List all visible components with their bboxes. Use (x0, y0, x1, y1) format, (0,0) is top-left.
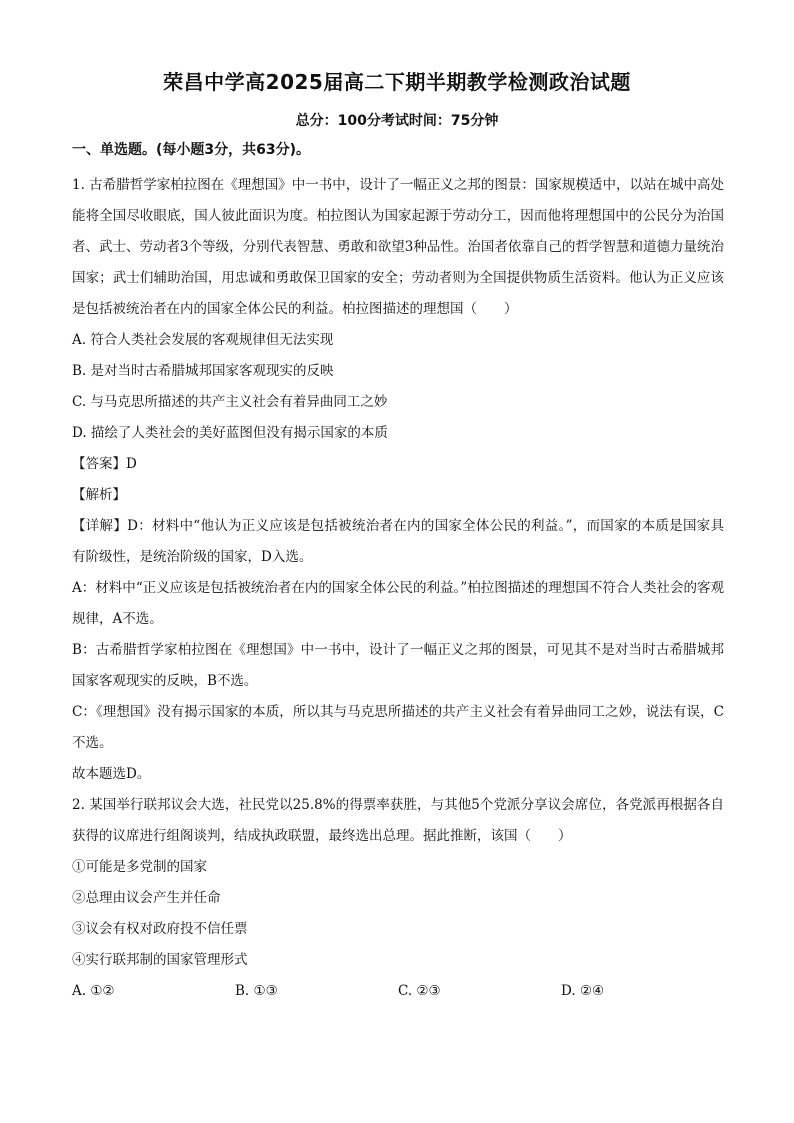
question-1-stem: 1. 古希腊哲学家柏拉图在《理想国》中一书中，设计了一幅正义之邦的图景：国家规模适中，以站在城中高处能将全国尽收眼底，国人彼此面识为度。柏拉图认为国家起源于劳动分工，因而他将理想国中的公民分为治国者、武士、劳动者3个等级，分别代表智慧、勇敢和欲望3种品性。治国者依靠自己的哲学智慧和道德力量统治国家；武士们辅助治国，用忠诚和勇敢保卫国家的安全；劳动者则为全国提供物质生活资料。他认为正义应该是包括被统治者在内的国家全体公民的利益。柏拉图描述的理想国（ ） (72, 177, 724, 317)
question-2-choice-b: B. ①③ (235, 983, 278, 999)
question-2-choice-d: D. ②④ (561, 983, 605, 999)
question-1-option-d: D. 描绘了人类社会的美好蓝图但没有揭示国家的本质 (72, 425, 388, 441)
question-2-item-1: ①可能是多党制的国家 (72, 859, 207, 875)
question-2-item-2: ②总理由议会产生并任命 (72, 890, 221, 906)
question-1-option-b: B. 是对当时古希腊城邦国家客观现实的反映 (72, 363, 334, 379)
question-1-detail-d: 【详解】D：材料中“他认为正义应该是包括被统治者在内的国家全体公民的利益。”，而国家的本质是国家具有阶级性，是统治阶级的国家，D入选。 (72, 518, 724, 565)
exam-info: 总分：100分考试时间：75分钟 (295, 113, 499, 129)
question-1-detail-a: A：材料中“正义应该是包括被统治者在内的国家全体公民的利益。”柏拉图描述的理想国不符合人类社会的客观规律，A不选。 (72, 580, 724, 627)
exam-content (72, 140, 724, 1007)
question-2-choices (72, 976, 724, 1007)
question-1-answer: 【答案】D (72, 456, 137, 472)
question-2-choice-a: A. ①② (72, 983, 115, 999)
page-title: 荣昌中学高2025届高二下期半期教学检测政治试题 (163, 70, 631, 94)
question-1-detail-b: B：古希腊哲学家柏拉图在《理想国》中一书中，设计了一幅正义之邦的图景，可见其不是对当时古希腊城邦国家客观现实的反映，B不选。 (72, 642, 724, 689)
question-1-analysis-label: 【解析】 (72, 487, 126, 503)
question-1-detail-c: C：《理想国》没有揭示国家的本质，所以其与马克思所描述的共产主义社会有着异曲同工之妙，说法有误，C不选。 (72, 704, 724, 751)
section-heading: 一、单选题。(每小题3分，共63分)。 (72, 142, 311, 158)
question-2-item-3: ③议会有权对政府投不信任票 (72, 921, 248, 937)
question-1-option-a: A. 符合人类社会发展的客观规律但无法实现 (72, 332, 334, 348)
question-2-choice-c: C. ②③ (398, 983, 441, 999)
question-1-option-c: C. 与马克思所描述的共产主义社会有着异曲同工之妙 (72, 394, 388, 410)
question-1-conclusion: 故本题选D。 (72, 766, 151, 782)
question-2-stem: 2. 某国举行联邦议会大选，社民党以25.8%的得票率获胜，与其他5个党派分享议会席位，各党派再根据各自获得的议席进行组阁谈判，结成执政联盟，最终选出总理。据此推断，该国（ ） (72, 797, 724, 844)
question-2-item-4: ④实行联邦制的国家管理形式 (72, 952, 248, 968)
